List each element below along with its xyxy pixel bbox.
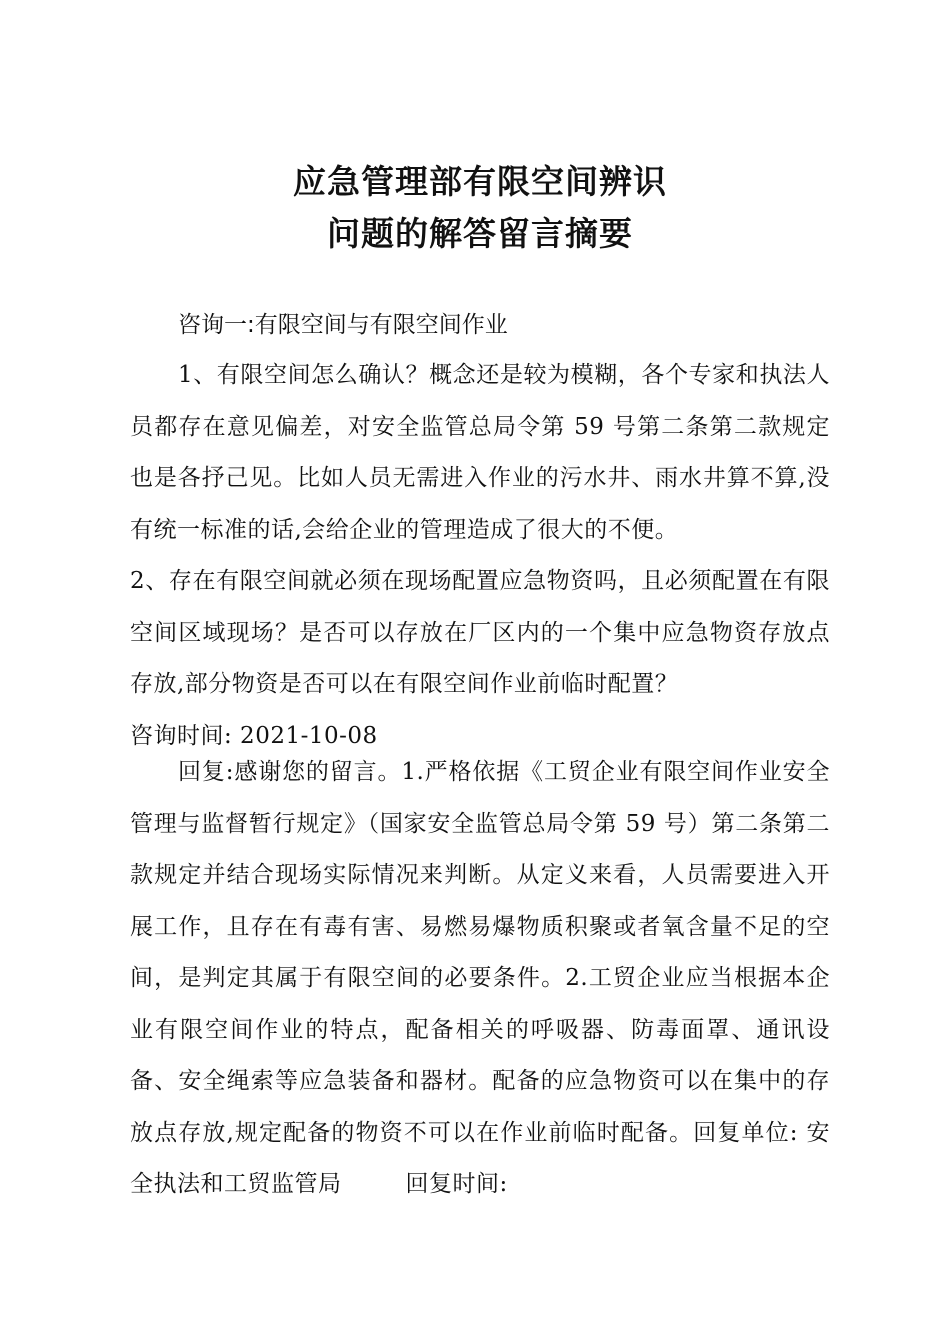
question-2-block	[130, 556, 830, 762]
document-title	[130, 156, 830, 260]
reply-block	[130, 747, 830, 1211]
question-2: 2、存在有限空间就必须在现场配置应急物资吗，且必须配置在有限空间区域现场？是否可以存放在厂区内的一个集中应急物资存放点存放,部分物资是否可以在有限空间作业前临时配置？	[130, 568, 830, 697]
reply-time-label: 回复时间:	[405, 1171, 508, 1197]
reply-text: 回复:感谢您的留言。1.严格依据《工贸企业有限空间作业安全管理与监督暂行规定》（国家安全监管总局令第 59 号）第二条第二款规定并结合现场实际情况来判断。从定义来看，人员需要进入开展工作，且存在有毒有害、易燃易爆物质积聚或者氧含量不足的空间，是判定其属于有限空间的必要条件。2.工贸企业应当根据本企业有限空间作业的特点，配备相关的呼吸器、防毒面罩、通讯设备、安全绳索等应急装备和器材。配备的应急物资可以在集中的存放点存放,规定配备的物资不可以在作业前临时配备。回复单位: 安全执法和工贸监管局	[130, 759, 830, 1197]
section-heading: 咨询一:有限空间与有限空间作业	[178, 312, 508, 338]
consultation-time: 咨询时间: 2021-10-08	[130, 722, 378, 749]
title-line-1: 应急管理部有限空间辨识	[293, 162, 667, 201]
question-1: 1、有限空间怎么确认？概念还是较为模糊，各个专家和执法人员都存在意见偏差，对安全监管总局令第 59 号第二条第二款规定也是各抒己见。比如人员无需进入作业的污水井、雨水井算不算,没有统一标准的话,会给企业的管理造成了很大的不便。	[130, 362, 830, 543]
title-line-2: 问题的解答留言摘要	[327, 214, 633, 253]
